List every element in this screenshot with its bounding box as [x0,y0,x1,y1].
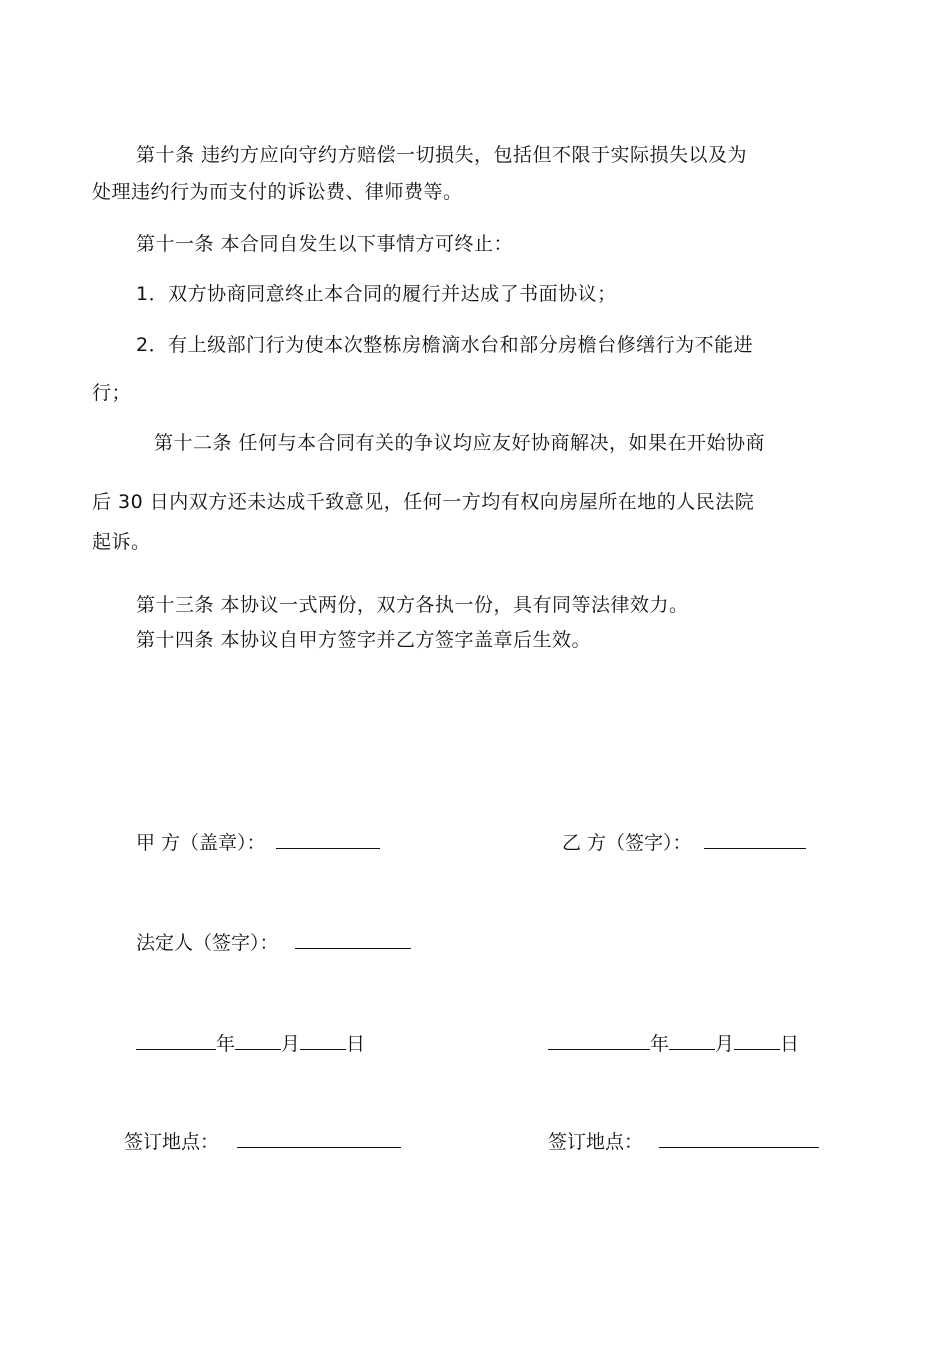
clause-12-line-1: 第十二条 任何与本合同有关的争议均应友好协商解决，如果在开始协商 [154,432,766,454]
party-a-blank [276,830,380,849]
date-a-month-label: 月 [281,1033,301,1055]
legal-rep-signature [136,930,411,955]
party-b-signature [562,830,806,855]
party-b-blank [704,830,806,849]
clause-11-item-2-line-2: 行； [92,382,132,404]
date-a-day-label: 日 [346,1033,366,1055]
clause-14: 第十四条 本协议自甲方签字并乙方签字盖章后生效。 [136,629,592,651]
date-b-month-blank [669,1031,715,1050]
date-b-month-label: 月 [715,1033,735,1055]
party-b-label: 乙 方（签字）： [562,832,692,854]
place-b-label: 签订地点： [548,1131,644,1153]
clause-11-item-1: 1．双方协商同意终止本合同的履行并达成了书面协议； [136,283,617,305]
place-a-blank [237,1129,401,1148]
date-a-day-blank [300,1031,346,1050]
date-b-day-label: 日 [780,1033,800,1055]
date-a [136,1031,365,1056]
clause-10-line-2: 处理违约行为而支付的诉讼费、律师费等。 [92,181,463,203]
date-a-month-blank [235,1031,281,1050]
place-b [548,1129,819,1154]
date-b [548,1031,799,1056]
legal-rep-label: 法定人（签字）： [136,932,279,954]
place-b-blank [659,1129,819,1148]
place-a [124,1129,401,1154]
date-b-year-label: 年 [650,1033,670,1055]
legal-rep-blank [295,930,411,949]
date-b-year-blank [548,1031,650,1050]
date-b-day-blank [734,1031,780,1050]
date-a-year-blank [136,1031,216,1050]
clause-13: 第十三条 本协议一式两份，双方各执一份，具有同等法律效力。 [136,594,689,616]
clause-12-line-3: 起诉。 [92,531,151,553]
clause-10-line-1: 第十条 违约方应向守约方赔偿一切损失，包括但不限于实际损失以及为 [136,144,748,166]
clause-11-item-2-line-1: 2．有上级部门行为使本次整栋房檐滴水台和部分房檐台修缮行为不能进 [136,334,754,356]
clause-11: 第十一条 本合同自发生以下事情方可终止： [136,233,514,255]
date-a-year-label: 年 [216,1033,236,1055]
place-a-label: 签订地点： [124,1131,220,1153]
party-a-signature [136,830,380,855]
party-a-label: 甲 方（盖章）： [136,832,266,854]
clause-12-line-2: 后 30 日内双方还未达成千致意见，任何一方均有权向房屋所在地的人民法院 [92,491,755,513]
